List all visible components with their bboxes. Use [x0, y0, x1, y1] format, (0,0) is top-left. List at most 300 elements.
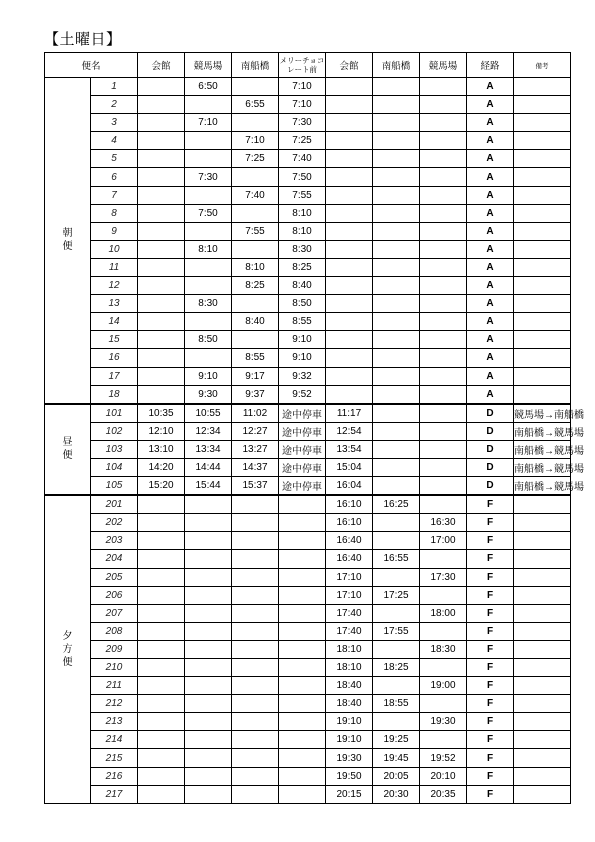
note-cell	[514, 349, 571, 367]
time-cell: 9:37	[232, 385, 279, 404]
time-cell	[185, 550, 232, 568]
time-cell	[326, 295, 373, 313]
time-cell: 20:10	[420, 767, 467, 785]
time-cell: 19:52	[420, 749, 467, 767]
time-cell	[326, 96, 373, 114]
time-cell	[373, 713, 420, 731]
time-cell: 7:10	[279, 78, 326, 96]
route-cell: F	[467, 640, 514, 658]
time-cell	[279, 677, 326, 695]
table-row	[45, 440, 571, 458]
time-cell	[138, 532, 185, 550]
time-cell	[232, 604, 279, 622]
time-cell	[373, 295, 420, 313]
header-bin-name: 便名	[45, 53, 138, 78]
route-cell: A	[467, 96, 514, 114]
time-cell	[185, 313, 232, 331]
bin-number: 8	[91, 204, 138, 222]
time-cell	[232, 659, 279, 677]
note-cell	[514, 240, 571, 258]
time-cell	[373, 440, 420, 458]
time-cell: 途中停車	[279, 477, 326, 496]
note-cell	[514, 331, 571, 349]
table-row	[45, 385, 571, 404]
note-cell: 競馬場→南船橋	[514, 404, 571, 423]
note-cell	[514, 514, 571, 532]
time-cell	[326, 150, 373, 168]
route-cell: A	[467, 313, 514, 331]
time-cell	[326, 204, 373, 222]
note-cell	[514, 96, 571, 114]
route-cell: F	[467, 514, 514, 532]
table-row	[45, 277, 571, 295]
table-row	[45, 258, 571, 276]
note-cell	[514, 495, 571, 514]
time-cell	[279, 749, 326, 767]
time-cell	[232, 514, 279, 532]
group-label: 夕 方 便	[45, 495, 91, 803]
bin-number: 18	[91, 385, 138, 404]
time-cell	[138, 114, 185, 132]
table-row	[45, 514, 571, 532]
bin-number: 12	[91, 277, 138, 295]
time-cell	[138, 604, 185, 622]
time-cell	[420, 349, 467, 367]
note-cell	[514, 586, 571, 604]
time-cell	[138, 222, 185, 240]
time-cell	[279, 532, 326, 550]
time-cell: 10:55	[185, 404, 232, 423]
time-cell	[420, 550, 467, 568]
bin-number: 203	[91, 532, 138, 550]
time-cell	[373, 331, 420, 349]
table-row	[45, 568, 571, 586]
time-cell	[185, 150, 232, 168]
time-cell	[420, 695, 467, 713]
time-cell	[279, 550, 326, 568]
time-cell	[185, 586, 232, 604]
route-cell: A	[467, 132, 514, 150]
note-cell	[514, 258, 571, 276]
time-cell	[279, 514, 326, 532]
time-cell	[138, 622, 185, 640]
table-row	[45, 713, 571, 731]
time-cell	[420, 258, 467, 276]
note-cell: 南船橋→競馬場	[514, 440, 571, 458]
time-cell: 9:30	[185, 385, 232, 404]
time-cell	[138, 150, 185, 168]
route-cell: F	[467, 731, 514, 749]
time-cell: 9:10	[279, 349, 326, 367]
time-cell	[373, 313, 420, 331]
time-cell: 13:10	[138, 440, 185, 458]
time-cell	[138, 677, 185, 695]
time-cell: 18:30	[420, 640, 467, 658]
time-cell	[138, 731, 185, 749]
time-cell	[373, 677, 420, 695]
bin-number: 217	[91, 785, 138, 803]
bin-number: 16	[91, 349, 138, 367]
bin-number: 210	[91, 659, 138, 677]
time-cell: 14:20	[138, 458, 185, 476]
time-cell	[185, 514, 232, 532]
time-cell	[326, 168, 373, 186]
time-cell	[138, 385, 185, 404]
time-cell	[279, 695, 326, 713]
note-cell	[514, 78, 571, 96]
time-cell: 7:50	[185, 204, 232, 222]
group-label: 朝 便	[45, 78, 91, 404]
note-cell	[514, 695, 571, 713]
time-cell	[373, 258, 420, 276]
time-cell: 7:40	[232, 186, 279, 204]
time-cell	[420, 132, 467, 150]
table-row	[45, 532, 571, 550]
time-cell	[373, 204, 420, 222]
note-cell	[514, 785, 571, 803]
time-cell	[138, 277, 185, 295]
time-cell	[326, 349, 373, 367]
header-minamifunabashi-2: 南船橋	[373, 53, 420, 78]
bin-number: 5	[91, 150, 138, 168]
bin-number: 9	[91, 222, 138, 240]
time-cell	[138, 495, 185, 514]
time-cell	[185, 277, 232, 295]
time-cell: 12:10	[138, 422, 185, 440]
route-cell: A	[467, 186, 514, 204]
time-cell: 11:17	[326, 404, 373, 423]
bin-number: 212	[91, 695, 138, 713]
time-cell	[138, 295, 185, 313]
time-cell: 9:10	[185, 367, 232, 385]
note-cell	[514, 749, 571, 767]
time-cell	[232, 114, 279, 132]
time-cell: 16:40	[326, 550, 373, 568]
time-cell	[373, 385, 420, 404]
bin-number: 17	[91, 367, 138, 385]
time-cell	[138, 586, 185, 604]
route-cell: F	[467, 677, 514, 695]
time-cell: 7:10	[232, 132, 279, 150]
time-cell	[138, 96, 185, 114]
note-cell: 南船橋→競馬場	[514, 458, 571, 476]
route-cell: D	[467, 404, 514, 423]
time-cell: 15:44	[185, 477, 232, 496]
time-cell: 7:30	[185, 168, 232, 186]
time-cell: 18:25	[373, 659, 420, 677]
time-cell	[185, 132, 232, 150]
time-cell	[279, 568, 326, 586]
time-cell	[326, 240, 373, 258]
time-cell: 19:30	[326, 749, 373, 767]
table-row	[45, 677, 571, 695]
time-cell: 途中停車	[279, 440, 326, 458]
note-cell	[514, 150, 571, 168]
time-cell	[420, 477, 467, 496]
time-cell: 19:25	[373, 731, 420, 749]
bin-number: 13	[91, 295, 138, 313]
time-cell	[185, 186, 232, 204]
time-cell: 16:30	[420, 514, 467, 532]
time-cell	[185, 695, 232, 713]
note-cell	[514, 767, 571, 785]
time-cell	[279, 586, 326, 604]
time-cell	[279, 640, 326, 658]
time-cell	[373, 640, 420, 658]
time-cell: 18:55	[373, 695, 420, 713]
route-cell: F	[467, 586, 514, 604]
route-cell: A	[467, 222, 514, 240]
time-cell: 8:10	[232, 258, 279, 276]
time-cell	[420, 495, 467, 514]
time-cell	[232, 295, 279, 313]
time-cell	[232, 586, 279, 604]
time-cell: 8:50	[185, 331, 232, 349]
route-cell: A	[467, 367, 514, 385]
time-cell	[420, 422, 467, 440]
time-cell	[326, 78, 373, 96]
time-cell	[138, 767, 185, 785]
time-cell	[232, 713, 279, 731]
note-cell	[514, 114, 571, 132]
table-row	[45, 404, 571, 423]
bin-number: 6	[91, 168, 138, 186]
time-cell	[420, 277, 467, 295]
header-notes: 備考	[514, 53, 571, 78]
time-cell: 8:30	[279, 240, 326, 258]
time-cell	[185, 713, 232, 731]
time-cell	[138, 367, 185, 385]
time-cell	[185, 767, 232, 785]
table-row	[45, 168, 571, 186]
time-cell: 19:10	[326, 713, 373, 731]
time-cell: 15:20	[138, 477, 185, 496]
bin-number: 7	[91, 186, 138, 204]
time-cell	[138, 550, 185, 568]
time-cell	[185, 659, 232, 677]
time-cell	[373, 422, 420, 440]
bin-number: 206	[91, 586, 138, 604]
time-cell: 16:04	[326, 477, 373, 496]
time-cell	[326, 258, 373, 276]
time-cell	[373, 568, 420, 586]
note-cell	[514, 186, 571, 204]
time-cell: 19:30	[420, 713, 467, 731]
route-cell: F	[467, 785, 514, 803]
table-row	[45, 767, 571, 785]
bin-number: 207	[91, 604, 138, 622]
time-cell: 20:35	[420, 785, 467, 803]
bin-number: 3	[91, 114, 138, 132]
bin-number: 201	[91, 495, 138, 514]
time-cell: 8:30	[185, 295, 232, 313]
time-cell	[420, 150, 467, 168]
bin-number: 101	[91, 404, 138, 423]
bin-number: 10	[91, 240, 138, 258]
time-cell: 9:10	[279, 331, 326, 349]
time-cell	[138, 785, 185, 803]
time-cell: 8:10	[185, 240, 232, 258]
time-cell: 20:05	[373, 767, 420, 785]
time-cell	[232, 622, 279, 640]
header-mary-chocolate: メリーチョコ レート前	[279, 53, 326, 78]
time-cell	[420, 440, 467, 458]
route-cell: D	[467, 422, 514, 440]
time-cell	[138, 568, 185, 586]
route-cell: A	[467, 295, 514, 313]
time-cell	[232, 677, 279, 695]
header-route: 経路	[467, 53, 514, 78]
table-row	[45, 604, 571, 622]
table-row	[45, 186, 571, 204]
time-cell	[232, 640, 279, 658]
time-cell	[232, 204, 279, 222]
time-cell: 18:10	[326, 640, 373, 658]
time-cell	[185, 495, 232, 514]
time-cell	[138, 749, 185, 767]
time-cell: 7:55	[232, 222, 279, 240]
header-minamifunabashi: 南船橋	[232, 53, 279, 78]
time-cell	[232, 532, 279, 550]
route-cell: F	[467, 695, 514, 713]
time-cell: 16:25	[373, 495, 420, 514]
time-cell: 18:40	[326, 677, 373, 695]
time-cell	[373, 240, 420, 258]
note-cell: 南船橋→競馬場	[514, 477, 571, 496]
timetable	[44, 52, 585, 804]
time-cell	[420, 731, 467, 749]
time-cell: 7:40	[279, 150, 326, 168]
time-cell	[279, 785, 326, 803]
time-cell	[185, 640, 232, 658]
time-cell: 9:17	[232, 367, 279, 385]
table-row	[45, 367, 571, 385]
time-cell	[138, 659, 185, 677]
time-cell	[373, 168, 420, 186]
note-cell	[514, 132, 571, 150]
header-row	[45, 53, 571, 78]
time-cell	[185, 258, 232, 276]
time-cell	[138, 258, 185, 276]
time-cell	[138, 132, 185, 150]
note-cell	[514, 550, 571, 568]
time-cell: 17:40	[326, 622, 373, 640]
time-cell: 8:40	[279, 277, 326, 295]
time-cell: 18:10	[326, 659, 373, 677]
note-cell	[514, 204, 571, 222]
route-cell: F	[467, 767, 514, 785]
route-cell: D	[467, 477, 514, 496]
time-cell	[138, 168, 185, 186]
time-cell: 17:00	[420, 532, 467, 550]
time-cell	[232, 785, 279, 803]
time-cell: 11:02	[232, 404, 279, 423]
time-cell: 7:50	[279, 168, 326, 186]
time-cell	[232, 749, 279, 767]
table-row	[45, 495, 571, 514]
time-cell: 18:00	[420, 604, 467, 622]
time-cell	[232, 767, 279, 785]
time-cell	[138, 695, 185, 713]
time-cell	[279, 767, 326, 785]
table-row	[45, 622, 571, 640]
route-cell: A	[467, 331, 514, 349]
table-row	[45, 349, 571, 367]
route-cell: F	[467, 568, 514, 586]
time-cell: 20:15	[326, 785, 373, 803]
time-cell: 14:44	[185, 458, 232, 476]
time-cell	[232, 568, 279, 586]
note-cell	[514, 659, 571, 677]
route-cell: A	[467, 150, 514, 168]
time-cell	[138, 514, 185, 532]
time-cell: 17:10	[326, 568, 373, 586]
route-cell: F	[467, 532, 514, 550]
table-row	[45, 204, 571, 222]
time-cell: 9:32	[279, 367, 326, 385]
table-row	[45, 731, 571, 749]
time-cell	[185, 96, 232, 114]
time-cell	[138, 186, 185, 204]
time-cell	[420, 622, 467, 640]
time-cell: 19:00	[420, 677, 467, 695]
time-cell	[138, 331, 185, 349]
route-cell: F	[467, 495, 514, 514]
time-cell: 7:55	[279, 186, 326, 204]
time-cell	[185, 222, 232, 240]
time-cell: 6:50	[185, 78, 232, 96]
time-cell	[326, 313, 373, 331]
time-cell: 7:25	[279, 132, 326, 150]
route-cell: F	[467, 604, 514, 622]
time-cell	[420, 295, 467, 313]
time-cell	[279, 731, 326, 749]
route-cell: D	[467, 440, 514, 458]
time-cell	[373, 349, 420, 367]
time-cell: 19:45	[373, 749, 420, 767]
page-title: 【土曜日】	[44, 30, 122, 48]
time-cell	[373, 604, 420, 622]
note-cell	[514, 295, 571, 313]
time-cell	[232, 331, 279, 349]
time-cell: 15:37	[232, 477, 279, 496]
time-cell	[420, 240, 467, 258]
time-cell	[185, 731, 232, 749]
time-cell	[373, 532, 420, 550]
time-cell	[232, 550, 279, 568]
time-cell: 16:40	[326, 532, 373, 550]
bin-number: 208	[91, 622, 138, 640]
table-row	[45, 78, 571, 96]
bin-number: 213	[91, 713, 138, 731]
time-cell: 6:55	[232, 96, 279, 114]
time-cell	[326, 114, 373, 132]
header-keibajo: 競馬場	[185, 53, 232, 78]
time-cell	[420, 586, 467, 604]
route-cell: A	[467, 204, 514, 222]
route-cell: F	[467, 713, 514, 731]
note-cell	[514, 385, 571, 404]
time-cell	[420, 96, 467, 114]
bin-number: 102	[91, 422, 138, 440]
time-cell: 7:10	[185, 114, 232, 132]
note-cell: 南船橋→競馬場	[514, 422, 571, 440]
bin-number: 204	[91, 550, 138, 568]
note-cell	[514, 677, 571, 695]
time-cell: 10:35	[138, 404, 185, 423]
note-cell	[514, 168, 571, 186]
route-cell: F	[467, 550, 514, 568]
